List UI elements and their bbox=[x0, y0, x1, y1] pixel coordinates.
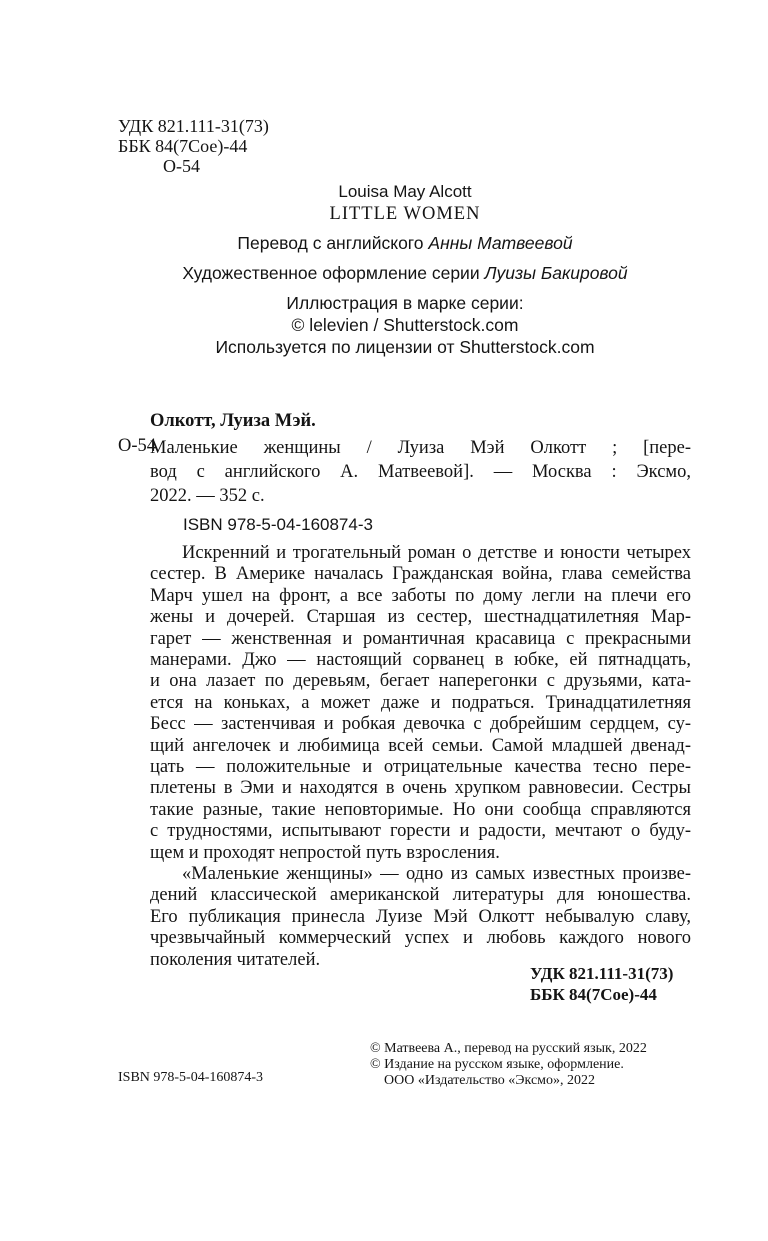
bibliography-line: вод с английского А. Матвеевой]. — Москва : Эксмо, bbox=[150, 462, 691, 482]
copyright-translation: © Матвеева А., перевод на русский язык, 2022 bbox=[370, 1041, 647, 1056]
annotation-line: жены и дочерей. Старшая из сестер, шестнадцатилетняя Мар- bbox=[150, 607, 691, 628]
translation-prefix: Перевод с английского bbox=[237, 233, 429, 253]
bbk-code: ББК 84(7Сое)-44 bbox=[118, 136, 248, 156]
annotation-line: сестер. В Америке началась Гражданская война, глава семейства bbox=[150, 564, 691, 585]
annotation-line: «Маленькие женщины» — одно из самых известных произве- bbox=[182, 864, 691, 884]
illustration-source: © lelevien / Shutterstock.com bbox=[291, 315, 519, 335]
translator-name: Анны Матвеевой bbox=[428, 233, 573, 253]
annotation-paragraph-2 bbox=[150, 864, 691, 971]
annotation-line: Искренний и трогательный роман о детстве и юности четырех bbox=[182, 543, 691, 563]
bibliography-line: 2022. — 352 с. bbox=[150, 486, 265, 506]
design-prefix: Художественное оформление серии bbox=[182, 263, 485, 283]
bottom-isbn: ISBN 978-5-04-160874-3 bbox=[118, 1070, 264, 1085]
annotation-line: с трудностями, испытывают горести и радости, мечтают о буду- bbox=[150, 821, 691, 842]
designer-name: Луизы Бакировой bbox=[484, 263, 628, 283]
annotation-paragraph-1 bbox=[150, 543, 691, 864]
original-author: Louisa May Alcott bbox=[338, 182, 472, 201]
annotation-line: поколения читателей. bbox=[150, 949, 321, 970]
copyright-edition: © Издание на русском языке, оформление. bbox=[370, 1057, 624, 1072]
annotation-line: Бесс — застенчивая и робкая девочка с добрейшим сердцем, су- bbox=[150, 714, 691, 735]
illustration-label: Иллюстрация в марке серии: bbox=[286, 293, 524, 313]
annotation-line: цать — положительные и отрицательные качества тесно пере- bbox=[150, 757, 691, 778]
annotation-line: дений классической американской литературы для юношества. bbox=[150, 885, 691, 906]
license-line: Используется по лицензии от Shutterstock.com bbox=[215, 337, 595, 357]
annotation-line: плетены в Эми и находятся в очень хрупком равновесии. Сестры bbox=[150, 778, 691, 799]
bibliography-line: Маленькие женщины / Луиза Мэй Олкотт ; [пере- bbox=[150, 438, 691, 458]
bibliography-code: О-54 bbox=[118, 436, 157, 456]
annotation-line: чрезвычайный коммерческий успех и любовь каждого нового bbox=[150, 928, 691, 949]
design-credit bbox=[0, 262, 768, 285]
copyright-publisher: ООО «Издательство «Эксмо», 2022 bbox=[384, 1073, 596, 1088]
annotation-line: манерами. Джо — настоящий сорванец в юбке, ей пятнадцать, bbox=[150, 650, 691, 671]
annotation-line: гарет — женственная и романтичная красавица с прекрасными bbox=[150, 628, 691, 649]
annotation-line: и она лазает по деревьям, бегает наперегонки с друзьями, ката- bbox=[150, 671, 691, 692]
annotation-line: Марч ушел на фронт, а все заботы по дому легли на плечи его bbox=[150, 585, 691, 606]
annotation-line: ется на коньках, а может даже и подраться. Тринадцатилетняя bbox=[150, 692, 691, 713]
annotation-line: Его публикация принесла Луизе Мэй Олкотт небывалую славу, bbox=[150, 906, 691, 927]
original-title: LITTLE WOMEN bbox=[329, 204, 481, 224]
footer-udk-code: УДК 821.111-31(73) bbox=[530, 964, 674, 983]
annotation-line: щий ангелочек и любимица всей семьи. Самой младшей двенад- bbox=[150, 735, 691, 756]
annotation-line: щем и проходят непростой путь взросления. bbox=[150, 842, 500, 863]
bibliography-heading: Олкотт, Луиза Мэй. bbox=[150, 411, 316, 431]
annotation-line: такие разные, такие неповторимые. Но они сообща справляются bbox=[150, 799, 691, 820]
author-mark: О-54 bbox=[163, 156, 200, 176]
bibliography-isbn: ISBN 978-5-04-160874-3 bbox=[183, 515, 373, 534]
footer-bbk-code: ББК 84(7Сое)-44 bbox=[530, 985, 657, 1004]
translation-credit bbox=[0, 232, 768, 255]
udk-code: УДК 821.111-31(73) bbox=[118, 116, 269, 136]
bibliography-record bbox=[150, 436, 691, 508]
